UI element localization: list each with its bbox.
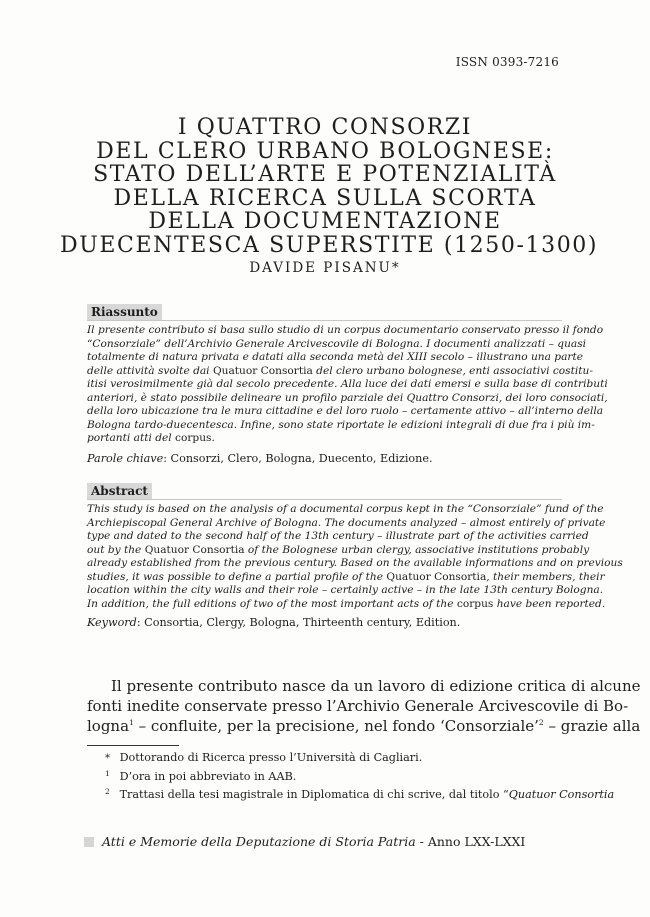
text-run: del clero urbano bolognese, enti associativi costitu- — [312, 364, 593, 377]
footnote-mark: 2 — [105, 787, 110, 796]
text-line: della loro ubicazione tra le mura cittadine e del loro ruolo – certamente attivo – all’interno della — [87, 405, 604, 417]
body-line: fonti inedite conservate presso l’Archivio Generale Arcivescovile di Bo- — [87, 697, 629, 715]
footnote-text-italic: Quatuor Consortia — [508, 788, 615, 801]
text-run: In addition, the full editions of two of the most important acts of the — [87, 597, 457, 610]
author-name: DAVIDE PISANU* — [249, 260, 401, 276]
footnote — [105, 766, 570, 784]
text-run: . — [211, 432, 215, 444]
text-line — [87, 597, 606, 612]
title-line: DUECENTESCA SUPERSTITE (1250-1300) — [60, 232, 599, 258]
text-run: logna — [87, 717, 130, 735]
body-line — [87, 716, 641, 736]
riassunto-text — [87, 324, 608, 446]
footnotes — [105, 750, 615, 802]
footnote-text: Trattasi della tesi magistrale in Diplomatica di chi scrive, dal titolo “ — [119, 788, 509, 801]
keywords-label: Keyword — [87, 616, 137, 629]
text-run: , their members, their — [486, 570, 605, 583]
footnote-ref[interactable]: 1 — [129, 718, 134, 727]
footer-separator: - — [415, 834, 428, 849]
text-run-upright: Quatuor Consortia — [386, 570, 487, 583]
text-line: Il presente contributo si basa sullo studio di un corpus documentario conservato presso il fondo — [87, 324, 604, 336]
text-line — [87, 543, 590, 558]
text-run: out by the — [87, 543, 145, 556]
abstract-keywords — [87, 616, 562, 630]
text-run: studies, it was possible to define a partial profile of the — [87, 570, 387, 583]
text-run: delle attività svolte dai — [87, 364, 213, 377]
title-line: I QUATTRO CONSORZI — [177, 115, 473, 140]
text-line: Archiepiscopal General Archive of Bologna. The documents analyzed – almost entirely of private — [87, 516, 606, 529]
footnote-mark: 1 — [105, 769, 110, 778]
footnote-ref[interactable]: 2 — [538, 718, 544, 727]
keywords-values: : Consorzi, Clero, Bologna, Duecento, Edizione. — [163, 452, 433, 465]
riassunto-heading: Riassunto — [87, 304, 162, 321]
text-line: Bologna tardo-duecentesca. Infine, sono state riportate le edizioni integrali di due fra i più im- — [87, 418, 595, 431]
text-run: have been reported. — [493, 597, 606, 610]
text-run-upright: corpus — [175, 432, 212, 444]
journal-footer — [84, 834, 525, 849]
text-line — [87, 570, 605, 585]
footer-square-icon — [84, 837, 94, 847]
abstract-text — [87, 503, 623, 611]
issn-label: ISSN 0393-7216 — [455, 55, 559, 69]
text-run: – grazie alla — [543, 717, 641, 735]
keywords-values: : Consortia, Clergy, Bologna, Thirteenth century, Edition. — [136, 616, 461, 629]
text-line: already established from the previous century. Based on the available informations and on previous — [87, 557, 623, 569]
text-line: itisi verosimilmente già dal secolo precedente. Alla luce dei dati emersi e sulla base di contributi — [87, 378, 608, 390]
abstract-heading: Abstract — [87, 483, 152, 500]
journal-issue: Anno LXX-LXXI — [427, 834, 526, 849]
text-run: – confluite, per la precisione, nel fondo ‘Consorziale’ — [133, 717, 539, 735]
title-line: DELLA DOCUMENTAZIONE — [148, 209, 502, 234]
text-line — [87, 364, 593, 379]
text-run: portanti atti del — [87, 432, 176, 444]
riassunto-keywords — [87, 452, 562, 466]
text-run: of the Bolognese urban clergy, associative institutions probably — [244, 543, 590, 556]
article-title — [60, 115, 599, 258]
riassunto-rule — [87, 320, 562, 321]
footnote — [105, 784, 615, 802]
text-line — [87, 432, 562, 446]
journal-name: Atti e Memorie della Deputazione di Storia Patria — [102, 834, 416, 849]
body-paragraph — [87, 676, 641, 736]
text-line: totalmente di natura privata e datati alla seconda metà del XIII secolo – illustrano una parte — [87, 351, 583, 363]
abstract-rule — [87, 499, 562, 500]
footnote-mark: * — [105, 753, 110, 764]
text-run-upright: Quatuor Consortia — [144, 543, 245, 556]
title-line: DEL CLERO URBANO BOLOGNESE: — [96, 138, 554, 164]
footnote-text: Dottorando di Ricerca presso l’Università di Cagliari. — [119, 751, 423, 764]
text-line: “Consorziale” dell’Archivio Generale Arcivescovile di Bologna. I documenti analizzati – quasi — [87, 337, 587, 350]
text-run-upright: Quatuor Consortia — [212, 364, 313, 377]
text-line: type and dated to the second half of the 13th century – illustrate part of the activities carried — [87, 530, 589, 542]
text-line: This study is based on the analysis of a documental corpus kept in the “Consorziale” fund of the — [87, 503, 604, 515]
text-line: location within the city walls and their role – certainly active – in the late 13th century Bologna. — [87, 584, 604, 596]
title-line: DELLA RICERCA SULLA SCORTA — [113, 185, 537, 211]
footnote-text: D’ora in poi abbreviato in AAB. — [119, 770, 297, 783]
title-line: STATO DELL’ARTE E POTENZIALITÀ — [93, 162, 557, 187]
keywords-label: Parole chiave — [87, 452, 164, 465]
footnote — [105, 750, 570, 766]
text-run-upright: corpus — [456, 597, 494, 610]
footnote-divider — [87, 745, 179, 746]
body-line: Il presente contributo nasce da un lavoro di edizione critica di alcune — [111, 677, 641, 695]
text-line: anteriori, è stato possibile delineare un profilo parziale dei Quattro Consorzi, dei loro consociati, — [87, 391, 608, 404]
